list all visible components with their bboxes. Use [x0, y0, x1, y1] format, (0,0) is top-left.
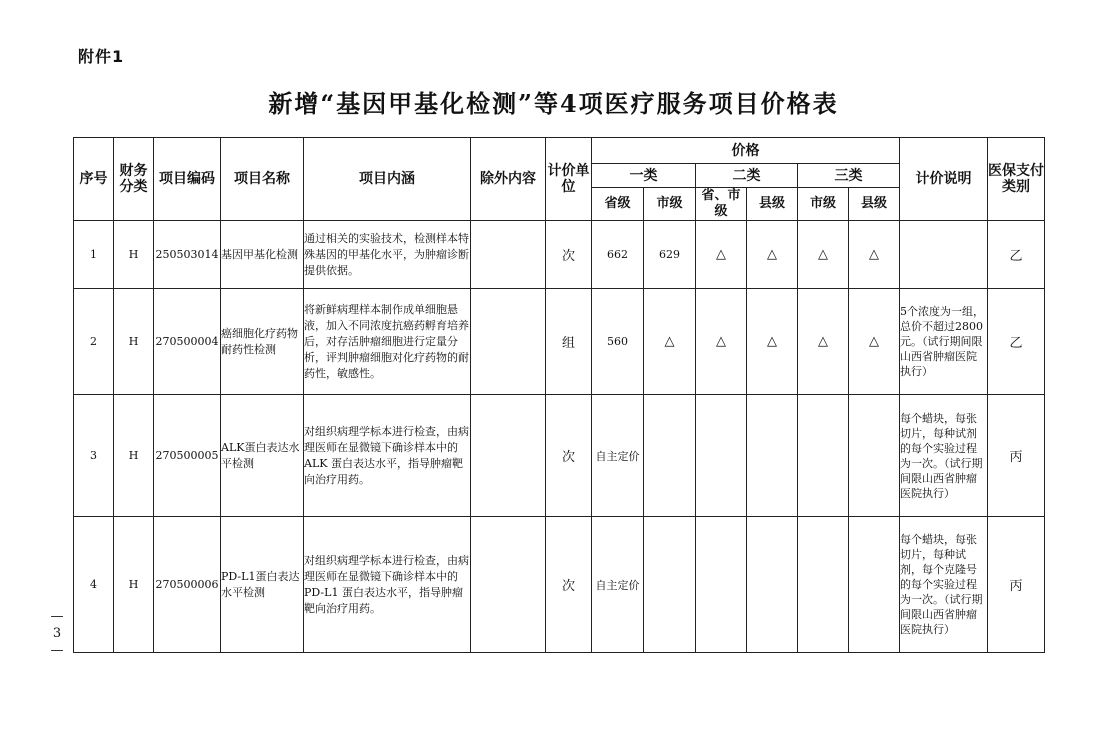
- header-class3-county: 县级: [849, 188, 900, 221]
- document-title: 新增“基因甲基化检测”等4项医疗服务项目价格表: [268, 89, 839, 118]
- cell-unit: 次: [546, 517, 592, 653]
- cell-price-class3-county: [849, 517, 900, 653]
- cell-content: 通过相关的实验技术，检测样本特殊基因的甲基化水平，为肿瘤诊断提供依据。: [304, 221, 471, 289]
- cell-price-class1-city: △: [644, 289, 696, 395]
- header-seq: 序号: [74, 138, 114, 221]
- cell-code: 270500006: [154, 517, 221, 653]
- table-row: [74, 289, 1045, 395]
- page-number-dash-top: —: [50, 609, 64, 624]
- header-class2-county: 县级: [747, 188, 798, 221]
- cell-seq: 1: [74, 221, 114, 289]
- cell-price-class1-province: 662: [592, 221, 644, 289]
- cell-price-class1-province: 560: [592, 289, 644, 395]
- header-class1: 一类: [592, 164, 696, 188]
- page-number-dash-bottom: —: [50, 643, 64, 658]
- header-class1-province: 省级: [592, 188, 644, 221]
- cell-seq: 2: [74, 289, 114, 395]
- cell-note: 每个蜡块，每张切片，每种试剂，每个克隆号的每个实验过程为一次。（试行期间限山西省肿瘤医院执行）: [900, 517, 988, 653]
- page-number-value: 3: [52, 626, 62, 641]
- header-unit: 计价单位: [546, 138, 592, 221]
- cell-price-class1-city: [644, 395, 696, 517]
- cell-price-class3-city: △: [798, 289, 849, 395]
- header-class3: 三类: [798, 164, 900, 188]
- cell-price-class1-city: 629: [644, 221, 696, 289]
- cell-unit: 次: [546, 221, 592, 289]
- header-class3-city: 市级: [798, 188, 849, 221]
- page-number: [50, 608, 64, 659]
- cell-content: 对组织病理学标本进行检查，由病理医师在显微镜下确诊样本中的 ALK 蛋白表达水平，指导肿瘤靶向治疗用药。: [304, 395, 471, 517]
- cell-note: [900, 221, 988, 289]
- cell-insurance: 丙: [988, 395, 1045, 517]
- cell-note: 5个浓度为一组，总价不超过2800元。（试行期间限山西省肿瘤医院执行）: [900, 289, 988, 395]
- cell-code: 270500004: [154, 289, 221, 395]
- header-class2: 二类: [696, 164, 798, 188]
- cell-insurance: 乙: [988, 289, 1045, 395]
- cell-finance: H: [114, 517, 154, 653]
- cell-price-class1-province: 自主定价: [592, 395, 644, 517]
- cell-insurance: 乙: [988, 221, 1045, 289]
- cell-price-class1-city: [644, 517, 696, 653]
- header-finance: 财务分类: [114, 138, 154, 221]
- cell-excluded: [471, 289, 546, 395]
- header-note: 计价说明: [900, 138, 988, 221]
- cell-price-class2-province-city: [696, 517, 747, 653]
- cell-name: 基因甲基化检测: [221, 221, 304, 289]
- cell-name: PD-L1蛋白表达水平检测: [221, 517, 304, 653]
- header-code: 项目编码: [154, 138, 221, 221]
- header-insurance: 医保支付类别: [988, 138, 1045, 221]
- cell-finance: H: [114, 221, 154, 289]
- header-name: 项目名称: [221, 138, 304, 221]
- price-table: [73, 137, 1045, 653]
- table-row: [74, 395, 1045, 517]
- cell-name: ALK蛋白表达水平检测: [221, 395, 304, 517]
- cell-insurance: 丙: [988, 517, 1045, 653]
- cell-name: 癌细胞化疗药物耐药性检测: [221, 289, 304, 395]
- header-class1-city: 市级: [644, 188, 696, 221]
- cell-excluded: [471, 221, 546, 289]
- cell-price-class2-county: △: [747, 221, 798, 289]
- cell-price-class3-city: △: [798, 221, 849, 289]
- header-price: 价格: [592, 138, 900, 164]
- cell-code: 250503014: [154, 221, 221, 289]
- header-class2-province-city: 省、市级: [696, 188, 747, 221]
- cell-price-class2-province-city: △: [696, 289, 747, 395]
- cell-price-class2-county: △: [747, 289, 798, 395]
- cell-seq: 3: [74, 395, 114, 517]
- cell-content: 对组织病理学标本进行检查，由病理医师在显微镜下确诊样本中的 PD-L1 蛋白表达水平，指导肿瘤靶向治疗用药。: [304, 517, 471, 653]
- cell-price-class2-province-city: [696, 395, 747, 517]
- header-excluded: 除外内容: [471, 138, 546, 221]
- cell-seq: 4: [74, 517, 114, 653]
- cell-price-class3-city: [798, 395, 849, 517]
- cell-price-class2-county: [747, 517, 798, 653]
- cell-price-class2-county: [747, 395, 798, 517]
- cell-note: 每个蜡块，每张切片，每种试剂的每个实验过程为一次。（试行期间限山西省肿瘤医院执行）: [900, 395, 988, 517]
- cell-finance: H: [114, 395, 154, 517]
- attachment-label: 附件1: [78, 47, 125, 66]
- cell-price-class2-province-city: △: [696, 221, 747, 289]
- cell-code: 270500005: [154, 395, 221, 517]
- cell-price-class3-city: [798, 517, 849, 653]
- table-row: [74, 517, 1045, 653]
- header-content: 项目内涵: [304, 138, 471, 221]
- cell-price-class3-county: △: [849, 289, 900, 395]
- cell-excluded: [471, 395, 546, 517]
- cell-unit: 组: [546, 289, 592, 395]
- table-row: [74, 221, 1045, 289]
- cell-content: 将新鲜病理样本制作成单细胞悬液，加入不同浓度抗癌药孵育培养后，对存活肿瘤细胞进行定量分析，评判肿瘤细胞对化疗药物的耐药性，敏感性。: [304, 289, 471, 395]
- cell-price-class1-province: 自主定价: [592, 517, 644, 653]
- cell-price-class3-county: △: [849, 221, 900, 289]
- cell-unit: 次: [546, 395, 592, 517]
- cell-price-class3-county: [849, 395, 900, 517]
- cell-finance: H: [114, 289, 154, 395]
- cell-excluded: [471, 517, 546, 653]
